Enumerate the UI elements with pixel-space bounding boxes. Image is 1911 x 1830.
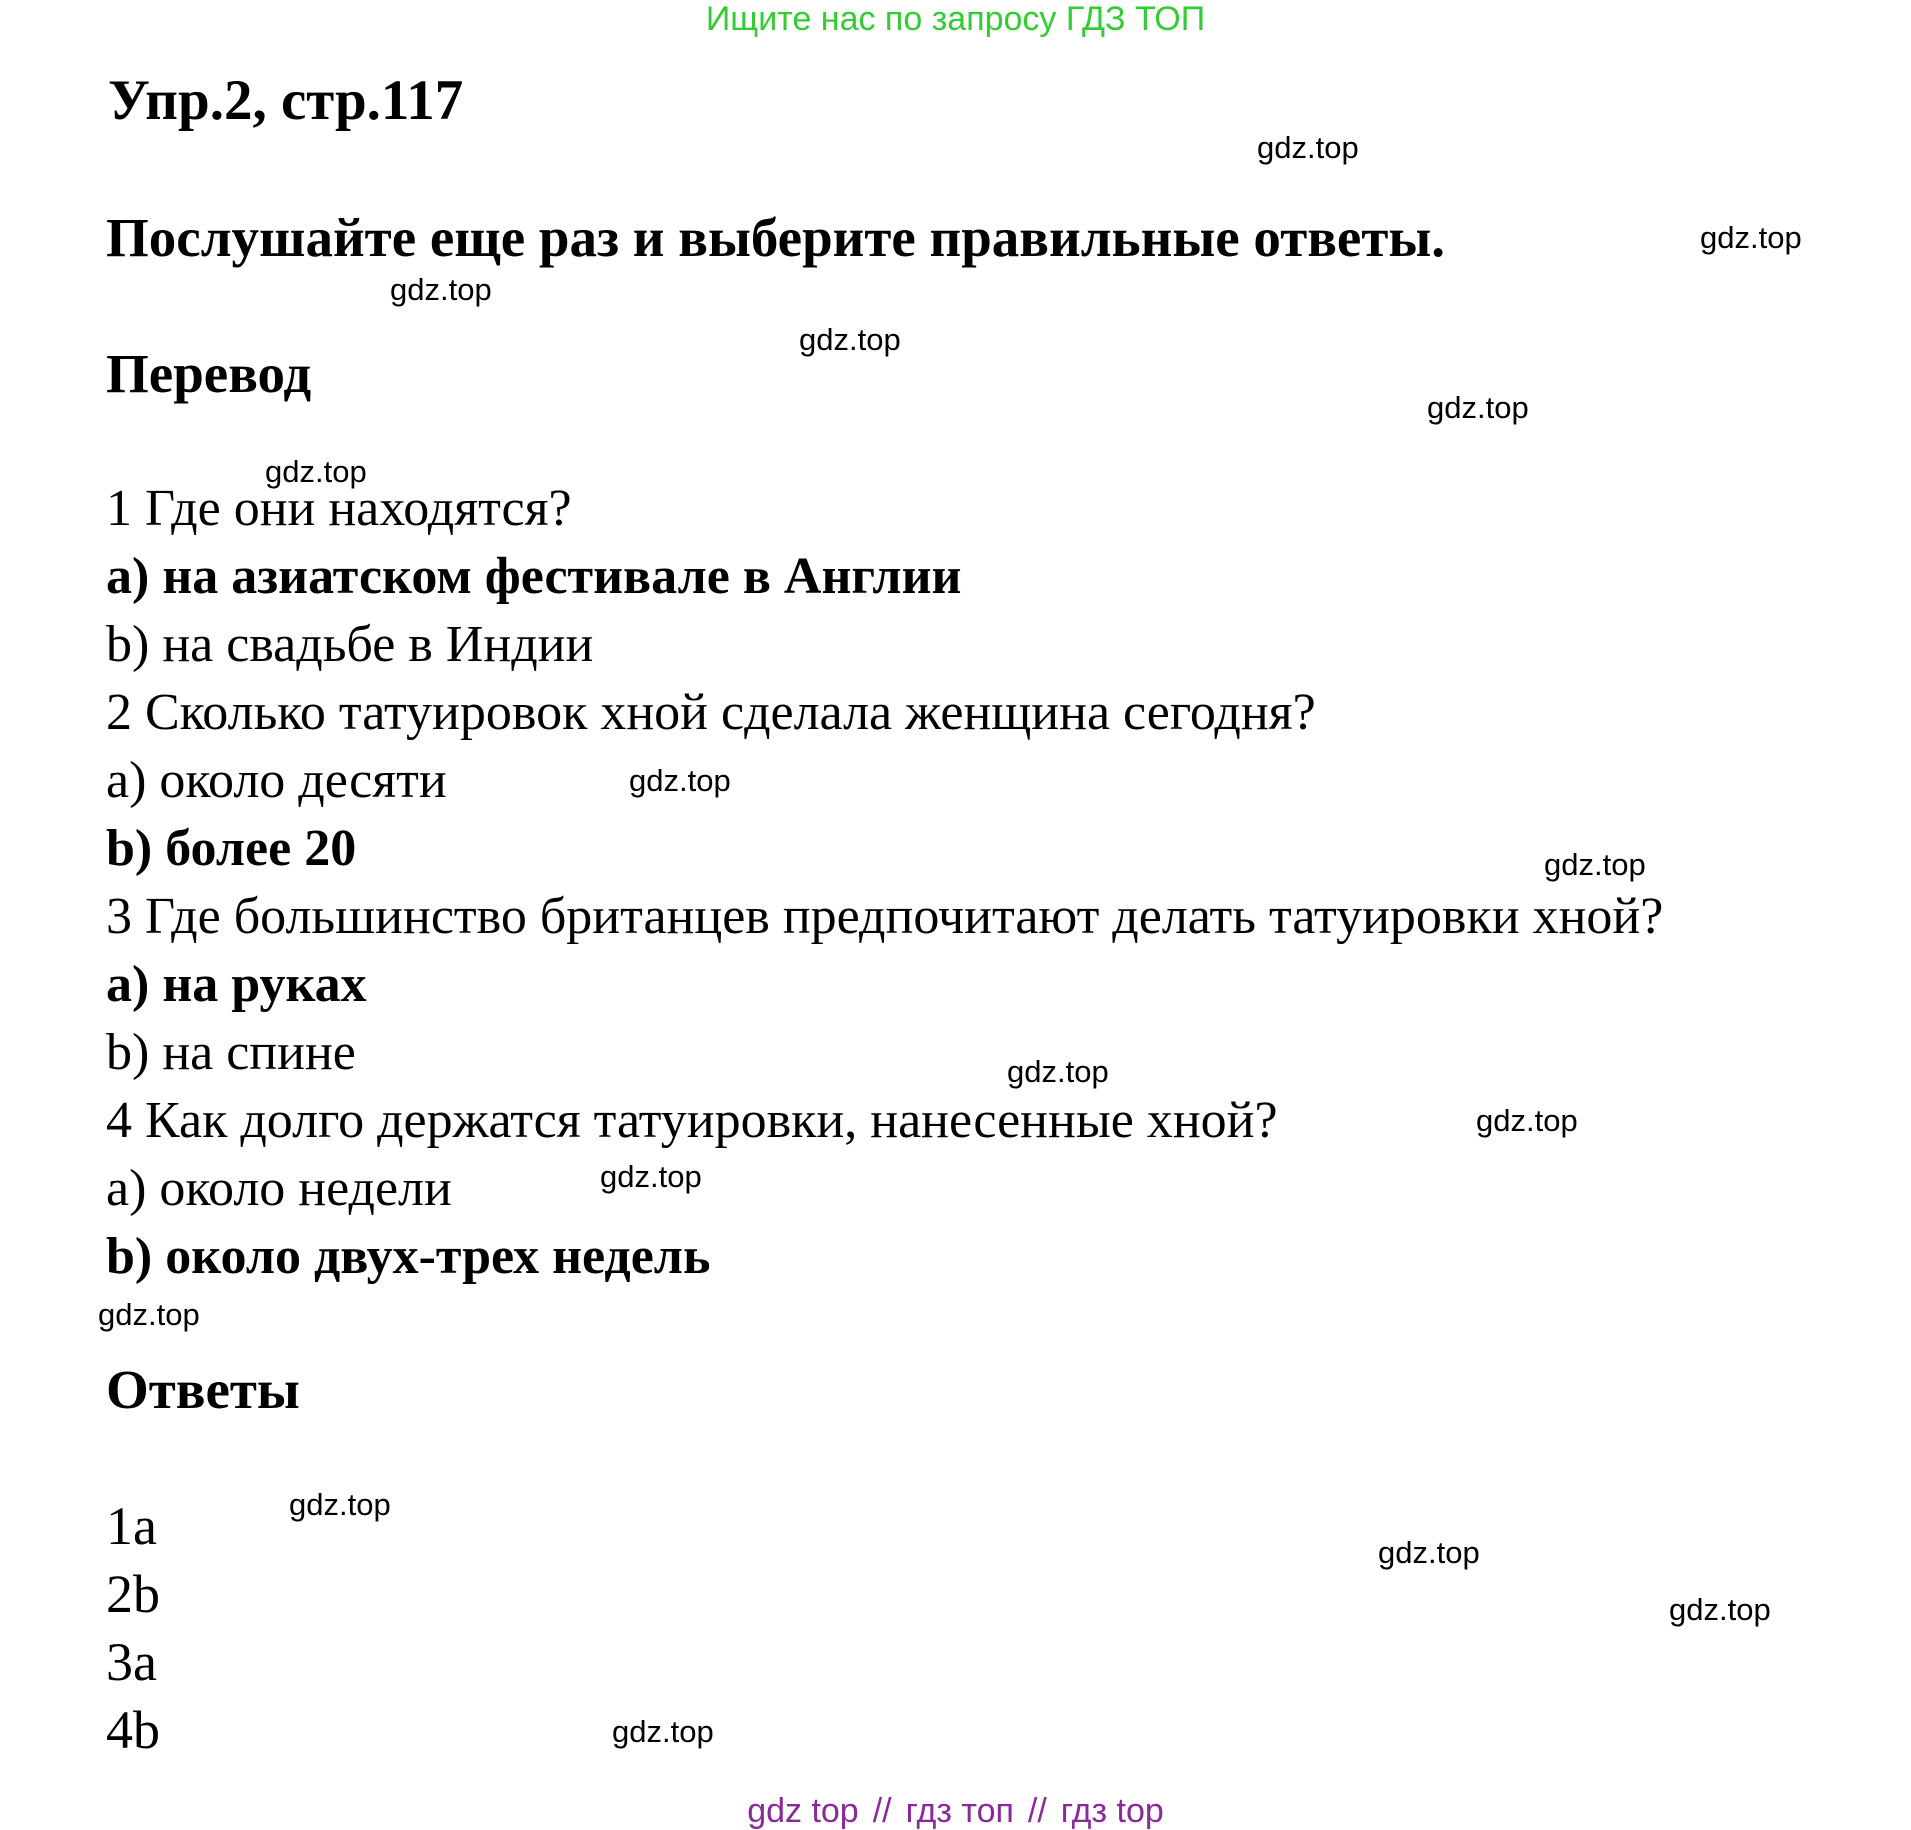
watermark: gdz.top <box>1476 1103 1578 1138</box>
watermark: gdz.top <box>265 454 367 489</box>
answer-key-2: 2b <box>106 1564 160 1624</box>
watermark: gdz.top <box>1378 1535 1480 1570</box>
answer-option-2b: b) более 20 <box>106 820 357 877</box>
watermark: gdz.top <box>612 1714 714 1749</box>
translation-heading: Перевод <box>106 343 312 404</box>
watermark: gdz.top <box>799 322 901 357</box>
answer-key-1: 1a <box>106 1496 157 1556</box>
question-3: 3 Где большинство британцев предпочитают делать татуировки хной? <box>106 888 1664 945</box>
answer-option-4b: b) около двух-трех недель <box>106 1228 711 1285</box>
answer-key-4: 4b <box>106 1700 160 1760</box>
watermark: gdz.top <box>1544 847 1646 882</box>
footer-part: гдз топ <box>905 1792 1014 1830</box>
question-4: 4 Как долго держатся татуировки, нанесенные хной? <box>106 1092 1278 1149</box>
question-2: 2 Сколько татуировок хной сделала женщина сегодня? <box>106 684 1316 741</box>
watermark: gdz.top <box>289 1487 391 1522</box>
footer-part: гдз top <box>1060 1792 1164 1830</box>
answers-heading: Ответы <box>106 1359 300 1420</box>
footer-separator: // <box>1027 1792 1047 1830</box>
answer-option-3b: b) на спине <box>106 1024 356 1081</box>
watermark: gdz.top <box>1700 220 1802 255</box>
watermark: gdz.top <box>600 1159 702 1194</box>
footer-part: gdz top <box>747 1792 859 1830</box>
answer-option-1b: b) на свадьбе в Индии <box>106 616 594 673</box>
question-1: 1 Где они находятся? <box>106 480 572 537</box>
answer-option-2a: a) около десяти <box>106 752 447 809</box>
watermark: gdz.top <box>1257 130 1359 165</box>
answer-key-3: 3a <box>106 1632 157 1692</box>
answer-option-3a: a) на руках <box>106 956 367 1013</box>
watermark: gdz.top <box>1007 1054 1109 1089</box>
watermark: gdz.top <box>390 272 492 307</box>
watermark: gdz.top <box>98 1297 200 1332</box>
search-banner: Ищите нас по запросу ГДЗ ТОП <box>705 0 1206 38</box>
watermark: gdz.top <box>1427 390 1529 425</box>
page-title: Упр.2, стр.117 <box>108 69 464 132</box>
watermark: gdz.top <box>1669 1592 1771 1627</box>
footer-separator: // <box>872 1792 892 1830</box>
exercise-instruction: Послушайте еще раз и выберите правильные ответы. <box>106 207 1446 268</box>
answer-option-4a: a) около недели <box>106 1160 452 1217</box>
footer-brand <box>0 1792 1911 1830</box>
watermark: gdz.top <box>629 763 731 798</box>
answer-option-1a: a) на азиатском фестивале в Англии <box>106 548 962 605</box>
